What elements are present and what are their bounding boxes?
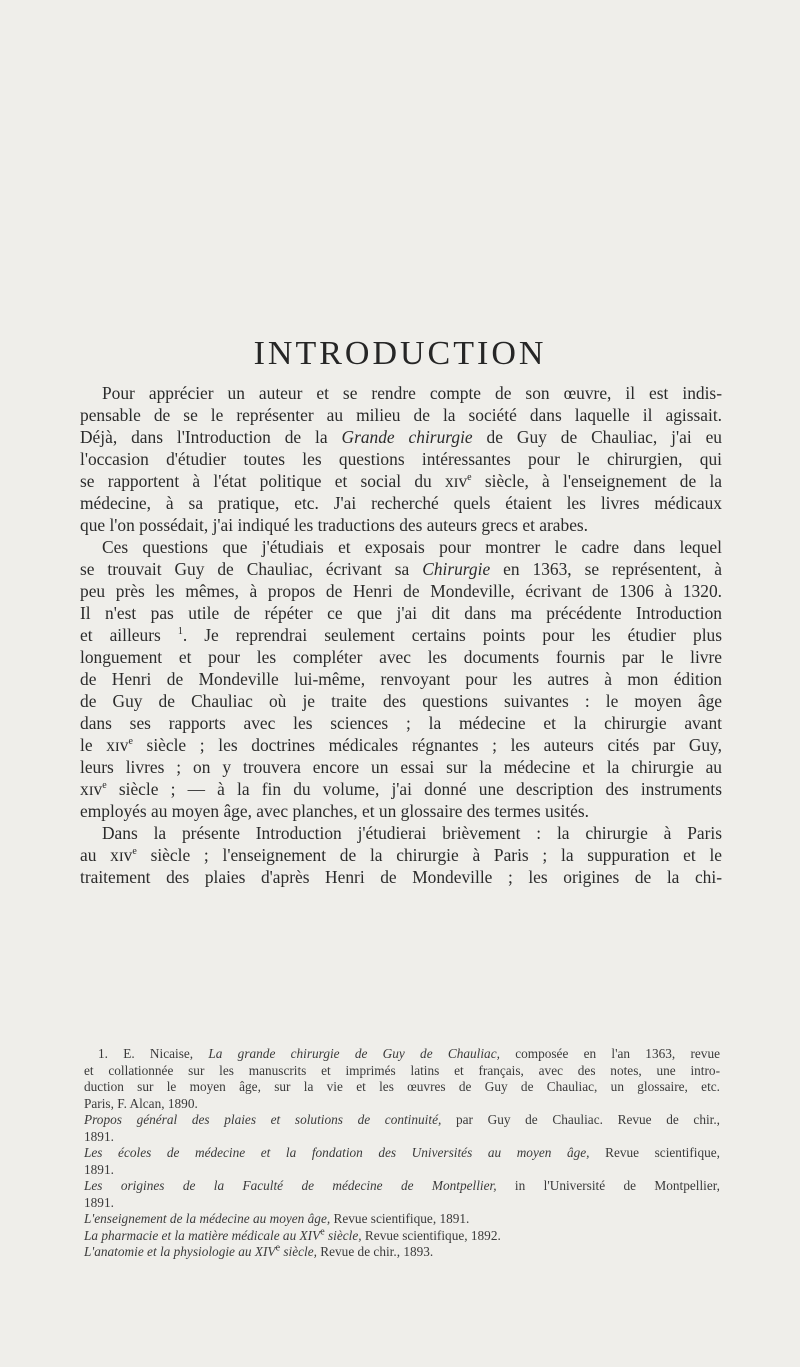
footnote-1: 1. E. Nicaise, La grande chirurgie de Guy de Chauliac, composée en l'an 1363, revue et collationnée sur les manuscrits et imprimés latins et français, avec des notes, une intro- duction sur le moyen âge, sur la vie et les œuvres de Guy de Chauliac, un glossaire, etc. Paris, F. Alcan, 1890. (84, 1046, 721, 1111)
page-title: INTRODUCTION (253, 334, 547, 372)
text-line: et ailleurs $^1$. Je reprendrai seulement certains points pour les étudier plus (80, 625, 722, 645)
footnote-ref-6: La pharmacie et la matière médicale au XIVe siècle, Revue scientifique, 1892. (84, 1226, 501, 1243)
text-line: dans ses rapports avec les sciences ; la médecine et la chirurgie avant (80, 713, 722, 733)
text-line: le xɪᴠ$^e$ siècle ; les doctrines médicales régnantes ; les auteurs cités par Guy, (80, 735, 722, 755)
text-line: Dans la présente Introduction j'étudierai brièvement : la chirurgie à Paris (102, 823, 722, 843)
text-line: xɪᴠ$^e$ siècle ; — à la fin du volume, j'ai donné une description des instruments (80, 779, 722, 799)
main-text (80, 382, 722, 888)
text-line: Ces questions que j'étudiais et exposais pour montrer le cadre dans lequel (102, 537, 722, 557)
footnote-ref[interactable]: 1 (177, 626, 183, 638)
text-line: de Henri de Mondeville lui-même, renvoyant pour les autres à mon édition (80, 669, 722, 689)
italic-title: Grande chirurgie (341, 427, 473, 447)
text-line: leurs livres ; on y trouvera encore un essai sur la médecine et la chirurgie au (80, 757, 722, 777)
footnote-ref-3: Les écoles de médecine et la fondation des Universités au moyen âge, Revue scientifique, 1891. (84, 1145, 720, 1177)
text-line: Déjà, dans l'Introduction de la Grande chirurgie de Guy de Chauliac, j'ai eu (80, 427, 722, 447)
paragraph-3 (80, 822, 722, 888)
paragraph-2 (80, 536, 722, 822)
text-line: médecine, à sa pratique, etc. J'ai recherché quels étaient les livres médicaux (80, 493, 722, 513)
footnote-ref-2: Propos général des plaies et solutions de continuité, par Guy de Chauliac. Revue de chir., 1891. (84, 1112, 721, 1144)
text-line: se rapportent à l'état politique et social du xɪᴠ$^e$ siècle, à l'enseignement de la (80, 471, 722, 491)
text-line: employés au moyen âge, avec planches, et un glossaire des termes usités. (80, 801, 589, 821)
footnote-ref-7: L'anatomie et la physiologie au XIVe siècle, Revue de chir., 1893. (84, 1242, 434, 1259)
text-line: Il n'est pas utile de répéter ce que j'ai dit dans ma précédente Introduction (80, 603, 722, 623)
footnotes (84, 1046, 720, 1261)
paragraph-1 (80, 382, 722, 536)
text-line: au xɪᴠ$^e$ siècle ; l'enseignement de la chirurgie à Paris ; la suppuration et le (80, 845, 722, 865)
text-line: pensable de se le représenter au milieu de la société dans laquelle il agissait. (80, 405, 722, 425)
text-line: Pour apprécier un auteur et se rendre compte de son œuvre, il est indis- (102, 383, 722, 403)
text-line: que l'on possédait, j'ai indiqué les traductions des auteurs grecs et arabes. (80, 515, 589, 535)
text-line: peu près les mêmes, à propos de Henri de Mondeville, écrivant de 1306 à 1320. (80, 581, 722, 601)
text-line: longuement et pour les compléter avec les documents fournis par le livre (80, 647, 722, 667)
text-line: se trouvait Guy de Chauliac, écrivant sa Chirurgie en 1363, se représentent, à (80, 559, 722, 579)
footnote-ref-4: Les origines de la Faculté de médecine de Montpellier, in l'Université de Montpellier, 1891. (84, 1178, 720, 1210)
text-line: traitement des plaies d'après Henri de Mondeville ; les origines de la chi- (80, 867, 722, 887)
text-line: l'occasion d'étudier toutes les questions intéressantes pour le chirurgien, qui (80, 449, 722, 469)
text-line: de Guy de Chauliac où je traite des questions suivantes : le moyen âge (80, 691, 722, 711)
footnote-ref-5: L'enseignement de la médecine au moyen âge, Revue scientifique, 1891. (84, 1211, 470, 1226)
